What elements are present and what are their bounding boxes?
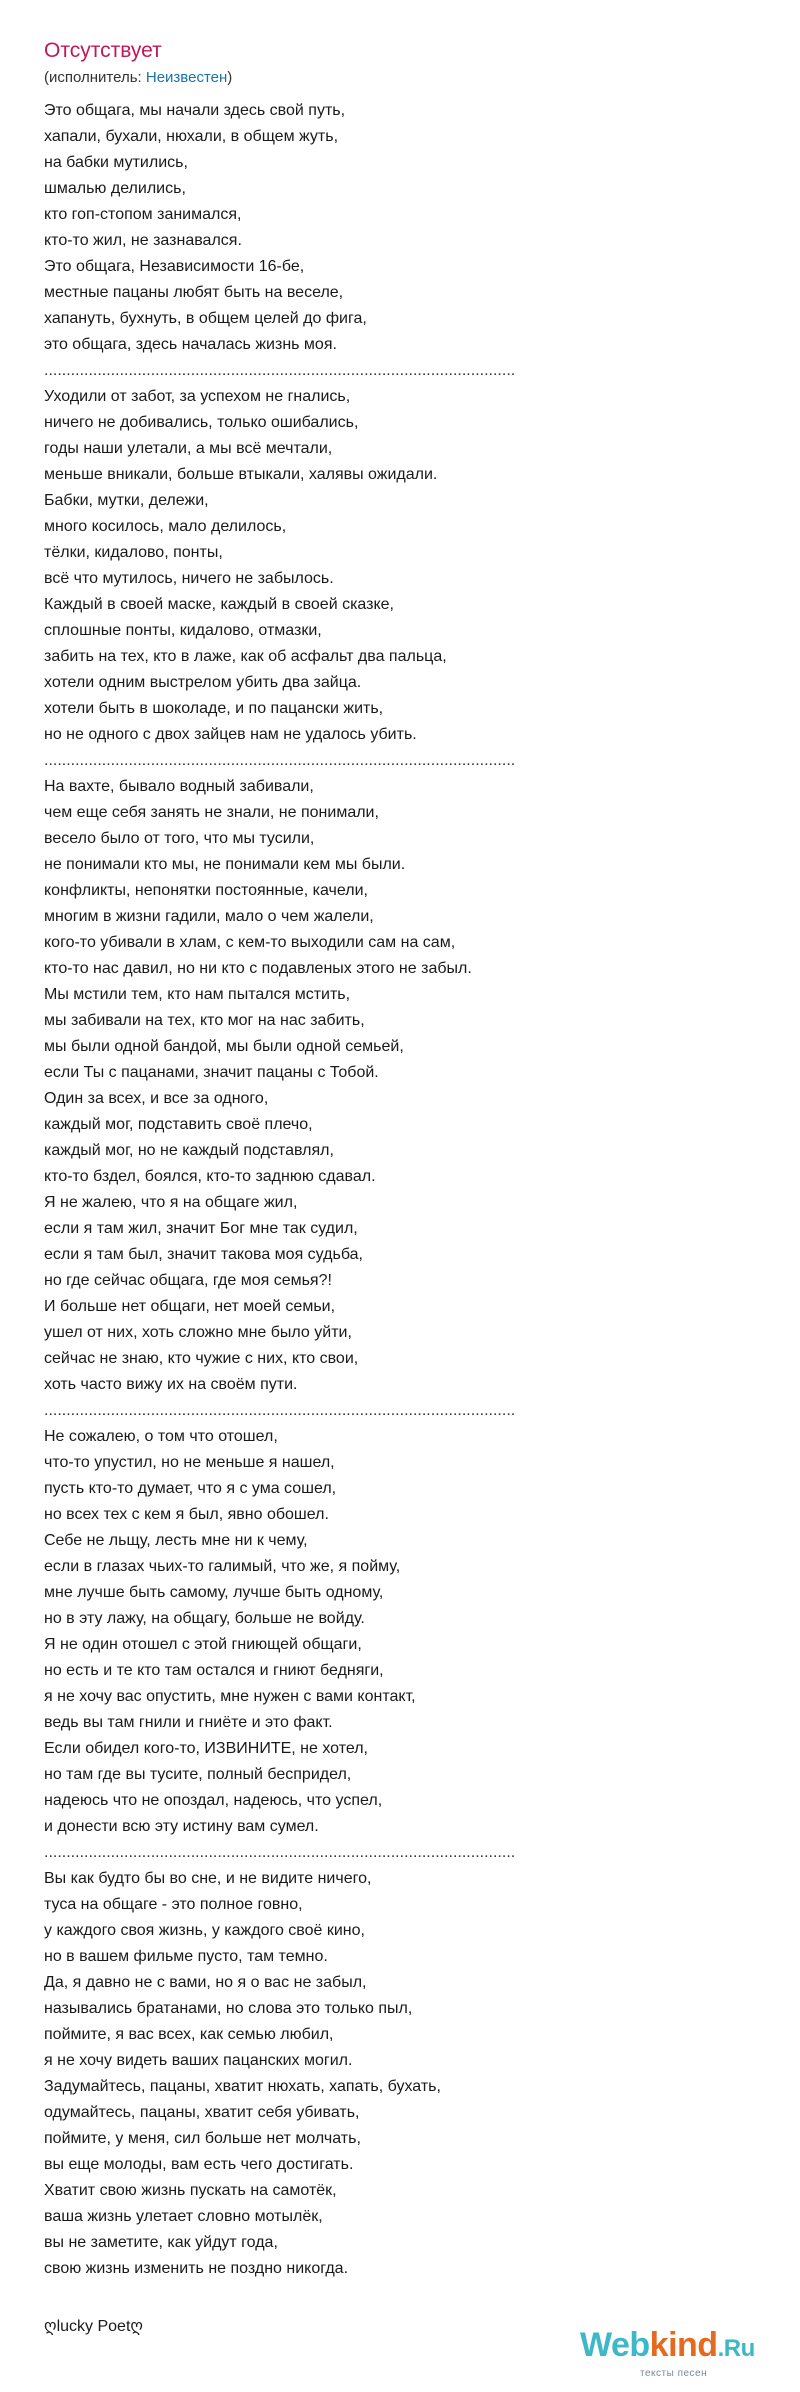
lyric-line: но где сейчас общага, где моя семья?! — [44, 1272, 332, 1289]
lyric-line: Задумайтесь, пацаны, хватит нюхать, хапать, бухать, — [44, 2078, 441, 2095]
lyric-line: Если обидел кого-то, ИЗВИНИТЕ, не хотел, — [44, 1740, 368, 1757]
lyric-line: но всех тех с кем я был, явно обошел. — [44, 1506, 329, 1523]
lyric-line: ведь вы там гнили и гниёте и это факт. — [44, 1714, 333, 1731]
lyric-line: если я там был, значит такова моя судьба, — [44, 1246, 363, 1263]
lyric-line: Вы как будто бы во сне, и не видите ничего, — [44, 1870, 372, 1887]
lyric-line: Бабки, мутки, дележи, — [44, 492, 209, 509]
lyric-line: забить на тех, кто в лаже, как об асфальт два пальца, — [44, 648, 447, 665]
lyric-line: но в вашем фильме пусто, там темно. — [44, 1948, 328, 1965]
lyric-line: тёлки, кидалово, понты, — [44, 544, 223, 561]
lyric-line: я не хочу вас опустить, мне нужен с вами контакт, — [44, 1688, 416, 1705]
verse-separator: .......................................................................................................... — [44, 752, 516, 769]
lyric-line: Это общага, мы начали здесь свой путь, — [44, 102, 346, 119]
lyric-line: Себе не льщу, лесть мне ни к чему, — [44, 1532, 308, 1549]
lyrics-body — [44, 98, 764, 2282]
lyric-line: если я там жил, значит Бог мне так судил, — [44, 1220, 358, 1237]
lyric-line: но там где вы тусите, полный беспридел, — [44, 1766, 352, 1783]
lyric-line: вы не заметите, как уйдут года, — [44, 2234, 278, 2251]
verse — [44, 98, 764, 384]
verse — [44, 384, 764, 774]
lyric-line: Не сожалею, о том что отошел, — [44, 1428, 278, 1445]
lyric-line: если Ты с пацанами, значит пацаны с Тобой. — [44, 1064, 379, 1081]
lyrics-page — [44, 38, 764, 2282]
lyric-line: но есть и те кто там остался и гниют бедняги, — [44, 1662, 384, 1679]
lyric-line: ушел от них, хоть сложно мне было уйти, — [44, 1324, 352, 1341]
verse-separator: .......................................................................................................... — [44, 1844, 516, 1861]
lyric-line: одумайтесь, пацаны, хватит себя убивать, — [44, 2104, 360, 2121]
lyric-line: Это общага, Независимости 16-бе, — [44, 258, 305, 275]
lyric-line: Один за всех, и все за одного, — [44, 1090, 269, 1107]
lyric-line: туса на общаге - это полное говно, — [44, 1896, 303, 1913]
lyric-line: всё что мутилось, ничего не забылось. — [44, 570, 334, 587]
lyric-line: Уходили от забот, за успехом не гнались, — [44, 388, 351, 405]
lyric-line: надеюсь что не опоздал, надеюсь, что успел, — [44, 1792, 383, 1809]
performer-suffix: ) — [227, 69, 233, 86]
lyric-line: Мы мстили тем, кто нам пытался мстить, — [44, 986, 351, 1003]
lyric-line: хапануть, бухнуть, в общем целей до фига, — [44, 310, 367, 327]
logo-part-web: Web — [580, 2326, 650, 2364]
verse — [44, 1866, 764, 2282]
lyric-line: кто-то бздел, боялся, кто-то заднюю сдавал. — [44, 1168, 376, 1185]
lyric-line: поймите, у меня, сил больше нет молчать, — [44, 2130, 361, 2147]
lyric-line: но в эту лажу, на общагу, больше не войду. — [44, 1610, 365, 1627]
performer-line — [44, 68, 764, 88]
logo-part-kind: kind — [649, 2326, 718, 2364]
lyric-line: назывались братанами, но слова это только пыл, — [44, 2000, 413, 2017]
lyric-line: и донести всю эту истину вам сумел. — [44, 1818, 319, 1835]
lyric-line: Я не один отошел с этой гниющей общаги, — [44, 1636, 362, 1653]
verse-separator: .......................................................................................................... — [44, 1402, 516, 1419]
verse — [44, 1424, 764, 1866]
lyric-line: На вахте, бывало водный забивали, — [44, 778, 314, 795]
lyric-line: хотели быть в шоколаде, и по пацански жить, — [44, 700, 384, 717]
lyric-line: местные пацаны любят быть на веселе, — [44, 284, 344, 301]
lyric-line: много косилось, мало делилось, — [44, 518, 287, 535]
lyric-line: не понимали кто мы, не понимали кем мы были. — [44, 856, 406, 873]
lyric-line: поймите, я вас всех, как семью любил, — [44, 2026, 334, 2043]
lyric-line: сейчас не знаю, кто чужие с них, кто свои, — [44, 1350, 359, 1367]
lyric-line: годы наши улетали, а мы всё мечтали, — [44, 440, 333, 457]
lyric-line: кто-то жил, не зазнавался. — [44, 232, 242, 249]
lyric-line: кто гоп-стопом занимался, — [44, 206, 242, 223]
lyric-line: Я не жалею, что я на общаге жил, — [44, 1194, 298, 1211]
lyric-line: Хватит свою жизнь пускать на самотёк, — [44, 2182, 337, 2199]
lyric-line: Каждый в своей маске, каждый в своей сказке, — [44, 596, 394, 613]
lyric-line: если в глазах чьих-то галимый, что же, я пойму, — [44, 1558, 401, 1575]
lyric-line: Да, я давно не с вами, но я о вас не забыл, — [44, 1974, 367, 1991]
logo-part-ru: .Ru — [717, 2335, 755, 2362]
verse — [44, 774, 764, 1424]
lyric-line: хоть часто вижу их на своём пути. — [44, 1376, 298, 1393]
lyric-line: ваша жизнь улетает словно мотылёк, — [44, 2208, 323, 2225]
logo-tagline: тексты песен — [640, 2368, 708, 2379]
lyric-line: я не хочу видеть ваших пацанских могил. — [44, 2052, 353, 2069]
lyric-line: пусть кто-то думает, что я с ума сошел, — [44, 1480, 337, 1497]
performer-link[interactable]: Неизвестен — [145, 69, 228, 86]
lyric-line: меньше вникали, больше втыкали, халявы ожидали. — [44, 466, 438, 483]
lyric-line: мне лучше быть самому, лучше быть одному, — [44, 1584, 384, 1601]
lyric-line: хапали, бухали, нюхали, в общем жуть, — [44, 128, 339, 145]
lyric-line: у каждого своя жизнь, у каждого своё кино, — [44, 1922, 365, 1939]
lyric-line: мы были одной бандой, мы были одной семьей, — [44, 1038, 404, 1055]
lyric-line: вы еще молоды, вам есть чего достигать. — [44, 2156, 354, 2173]
lyric-line: каждый мог, подставить своё плечо, — [44, 1116, 313, 1133]
lyric-line: шмалью делились, — [44, 180, 186, 197]
lyric-line: каждый мог, но не каждый подставлял, — [44, 1142, 334, 1159]
lyric-line: весело было от того, что мы тусили, — [44, 830, 315, 847]
lyric-line: кого-то убивали в хлам, с кем-то выходили сам на сам, — [44, 934, 456, 951]
verse-separator: .......................................................................................................... — [44, 362, 516, 379]
lyric-line: конфликты, непонятки постоянные, качели, — [44, 882, 368, 899]
lyric-line: это общага, здесь началась жизнь моя. — [44, 336, 337, 353]
lyric-line: свою жизнь изменить не поздно никогда. — [44, 2260, 349, 2277]
lyric-line: но не одного с двох зайцев нам не удалось убить. — [44, 726, 417, 743]
signature: ღlucky Poetღ — [44, 2318, 143, 2335]
performer-prefix: (исполнитель: — [44, 69, 146, 86]
lyric-line: И больше нет общаги, нет моей семьи, — [44, 1298, 336, 1315]
webkind-logo[interactable] — [580, 2328, 755, 2366]
lyric-line: мы забивали на тех, кто мог на нас забить, — [44, 1012, 365, 1029]
lyric-line: чем еще себя занять не знали, не понимали, — [44, 804, 379, 821]
song-title: Отсутствует — [44, 39, 162, 62]
lyric-line: многим в жизни гадили, мало о чем жалели, — [44, 908, 374, 925]
lyric-line: хотели одним выстрелом убить два зайца. — [44, 674, 362, 691]
lyric-line: сплошные понты, кидалово, отмазки, — [44, 622, 322, 639]
lyric-line: кто-то нас давил, но ни кто с подавленых этого не забыл. — [44, 960, 472, 977]
lyric-line: на бабки мутились, — [44, 154, 188, 171]
lyric-line: что-то упустил, но не меньше я нашел, — [44, 1454, 335, 1471]
lyric-line: ничего не добивались, только ошибались, — [44, 414, 359, 431]
